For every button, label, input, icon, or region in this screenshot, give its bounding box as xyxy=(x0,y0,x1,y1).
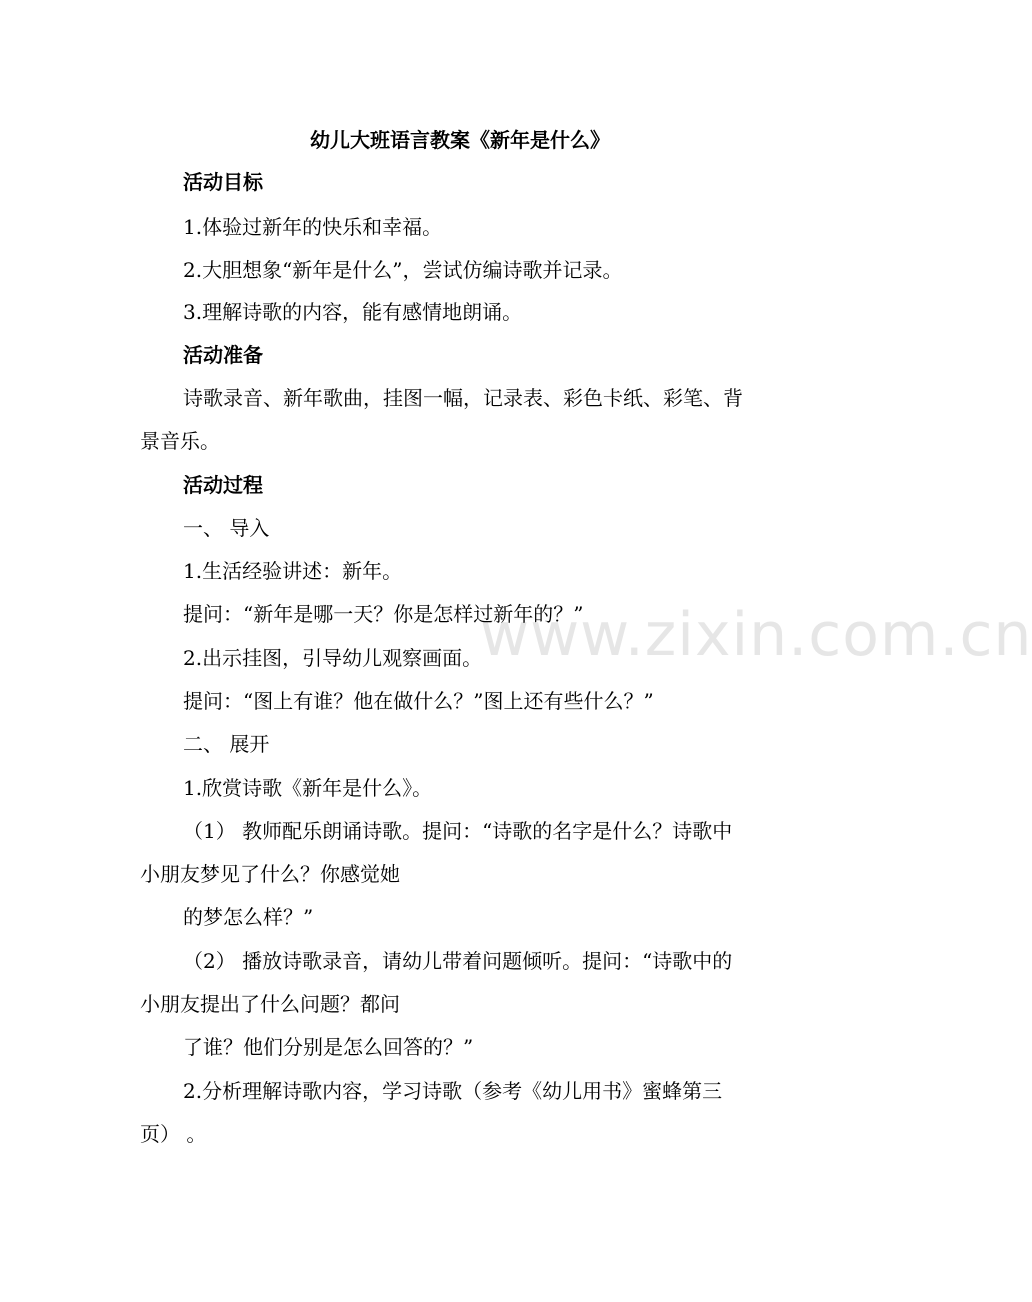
preparation-text-continued: 景音乐。 xyxy=(140,429,220,453)
section-heading-goals: 活动目标 xyxy=(183,170,263,194)
preparation-text: 诗歌录音、新年歌曲，挂图一幅，记录表、彩色卡纸、彩笔、背 xyxy=(183,386,743,410)
process-substep-continued: 小朋友梦见了什么？你感觉她 xyxy=(140,862,400,886)
goal-item-1: 1.体验过新年的快乐和幸福。 xyxy=(183,215,443,239)
watermark-logo: www.zixin.com.cn xyxy=(480,600,1032,670)
goal-item-2: 2.大胆想象“新年是什么”，尝试仿编诗歌并记录。 xyxy=(183,258,623,282)
process-step: 1.生活经验讲述：新年。 xyxy=(183,559,403,583)
subsection-intro: 一、 导入 xyxy=(183,516,270,540)
process-substep-continued: 小朋友提出了什么问题？都问 xyxy=(140,992,400,1016)
process-question: 提问：“新年是哪一天？你是怎样过新年的？” xyxy=(183,602,584,626)
section-heading-preparation: 活动准备 xyxy=(183,343,263,367)
process-step: 1.欣赏诗歌《新年是什么》。 xyxy=(183,776,433,800)
process-substep-continued: 的梦怎么样？” xyxy=(183,905,314,929)
document-title: 幼儿大班语言教案《新年是什么》 xyxy=(310,128,610,152)
process-step: 2.出示挂图，引导幼儿观察画面。 xyxy=(183,646,483,670)
section-heading-process: 活动过程 xyxy=(183,473,263,497)
subsection-expand: 二、 展开 xyxy=(183,732,270,756)
process-substep: （2） 播放诗歌录音，请幼儿带着问题倾听。提问：“诗歌中的 xyxy=(183,949,733,973)
process-substep-continued: 了谁？他们分别是怎么回答的？” xyxy=(183,1035,474,1059)
process-substep: （1） 教师配乐朗诵诗歌。提问：“诗歌的名字是什么？诗歌中 xyxy=(183,819,733,843)
process-question: 提问：“图上有谁？他在做什么？”图上还有些什么？” xyxy=(183,689,654,713)
goal-item-3: 3.理解诗歌的内容，能有感情地朗诵。 xyxy=(183,300,523,324)
process-step: 2.分析理解诗歌内容，学习诗歌（参考《幼儿用书》蜜蜂第三 xyxy=(183,1079,723,1103)
process-step-continued: 页） 。 xyxy=(140,1122,207,1146)
